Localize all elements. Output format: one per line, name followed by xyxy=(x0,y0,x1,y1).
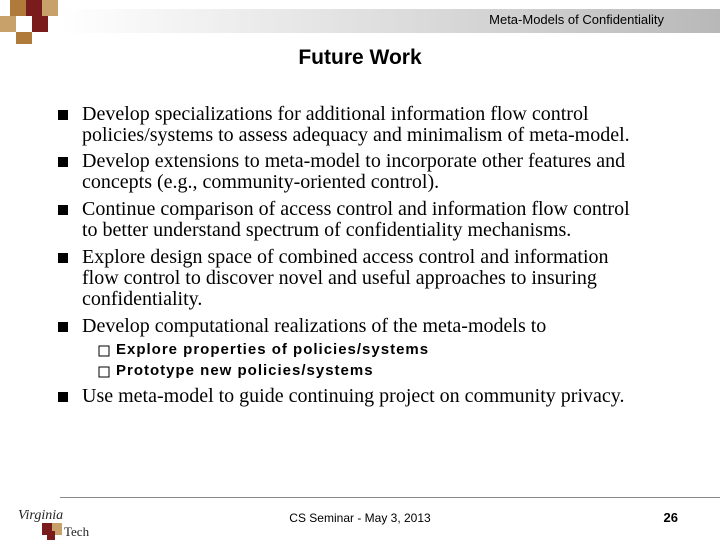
decor-square-7 xyxy=(16,32,32,44)
bullet-3 xyxy=(82,199,702,241)
decor-square-3 xyxy=(42,0,58,16)
bullet-marker xyxy=(58,253,70,265)
bullet-1-line-2: policies/systems to assess adequacy and minimalism of meta-model. xyxy=(82,124,630,146)
bullet-5 xyxy=(82,316,702,337)
slide-title: Future Work xyxy=(298,46,422,69)
bullet-2-line-2: concepts (e.g., community-oriented control). xyxy=(82,171,440,193)
bullet-5-line-1: Develop computational realizations of the meta-models to xyxy=(82,315,547,337)
sub-bullet-2: Prototype new policies/systems xyxy=(116,362,374,379)
bullet-4 xyxy=(82,247,702,310)
bullet-marker xyxy=(58,392,70,404)
logo-text-top: Virginia xyxy=(18,508,64,523)
bullet-marker xyxy=(58,110,70,122)
bullet-4-line-1: Explore design space of combined access control and information xyxy=(82,246,609,268)
bullet-3-line-1: Continue comparison of access control and information flow control xyxy=(82,198,630,220)
bullet-3-line-2: to better understand spectrum of confidentiality mechanisms. xyxy=(82,219,572,241)
footer-center-text: CS Seminar - May 3, 2013 xyxy=(289,511,431,525)
decor-square-4 xyxy=(0,16,16,32)
page-number: 26 xyxy=(663,510,678,525)
logo-text-bottom: Tech xyxy=(64,524,90,539)
bullet-2-line-1: Develop extensions to meta-model to incorporate other features and xyxy=(82,150,626,172)
bullet-4-line-2: flow control to discover novel and useful approaches to insuring xyxy=(82,267,597,289)
decor-square-2 xyxy=(26,0,42,16)
bullet-4-line-3: confidentiality. xyxy=(82,288,203,310)
decor-square-6 xyxy=(32,16,48,32)
header-bar xyxy=(0,0,720,36)
header-title: Meta-Models of Confidentiality xyxy=(489,12,664,27)
bullet-marker xyxy=(58,205,70,217)
bullet-6: Use meta-model to guide continuing project on community privacy. xyxy=(82,385,625,407)
sub-bullet-marker xyxy=(98,344,110,356)
footer-divider xyxy=(60,497,720,498)
bullet-1-line-1: Develop specializations for additional information flow control xyxy=(82,103,589,125)
decor-square-1 xyxy=(10,0,26,16)
sub-bullet-marker xyxy=(98,365,110,377)
bullet-marker xyxy=(58,322,70,334)
bullet-2 xyxy=(82,151,702,193)
bullet-1 xyxy=(82,104,702,146)
sub-bullet-1: Explore properties of policies/systems xyxy=(116,341,430,358)
decor-square-5 xyxy=(16,16,32,32)
bullet-marker xyxy=(58,157,70,169)
